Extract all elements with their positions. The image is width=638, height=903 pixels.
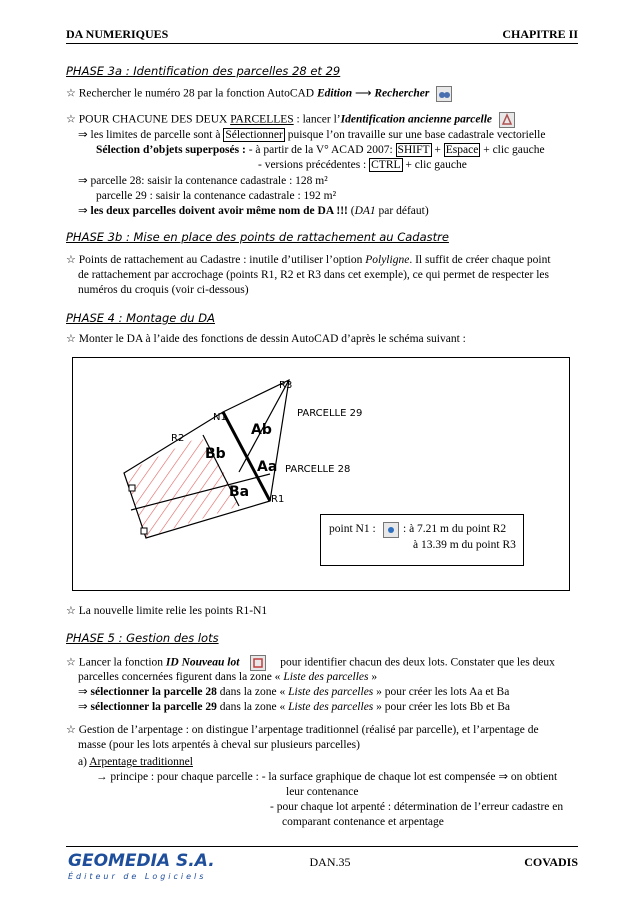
phase3a-line8 xyxy=(78,204,429,219)
text: a) xyxy=(78,756,90,768)
text: Rechercher xyxy=(374,87,430,100)
arrow-right-icon: ⟶ xyxy=(355,87,372,100)
point-icon xyxy=(383,522,399,538)
text: dans la zone « xyxy=(216,701,289,713)
phase3b-line1 xyxy=(66,253,551,268)
text: Gestion de l’arpentage : on distingue l’arpentage traditionnel (réalisé par parcelle), et l’arpentage de xyxy=(78,724,539,736)
note-line1: : à 7.21 m du point R2 xyxy=(403,523,507,535)
phase5-line10: - pour chaque lot arpenté : détermination de l’erreur cadastre en xyxy=(270,801,564,813)
text: parcelles concernées figurent dans la zone « xyxy=(78,671,284,683)
text: » pour créer les lots Aa et Ba xyxy=(373,686,510,698)
text: Identification ancienne parcelle xyxy=(340,113,493,126)
phase4-title: PHASE 4 : Montage du DA xyxy=(66,311,215,325)
implies-icon: ⇒ xyxy=(78,686,88,698)
text: les limites de parcelle sont à xyxy=(90,129,224,141)
text: » pour créer les lots Bb et Ba xyxy=(373,701,510,713)
implies-icon: ⇒ xyxy=(498,771,508,783)
text: ID Nouveau lot xyxy=(165,656,240,669)
text: Liste des parcelles xyxy=(288,686,374,698)
text: pour identifier chacun des deux lots. Constater que les deux xyxy=(280,656,555,669)
phase3a-line6 xyxy=(78,174,328,189)
page-number: DAN.35 xyxy=(309,855,351,869)
phase5-line7 xyxy=(78,755,193,770)
phase3b-line3: numéros du croquis (voir ci-dessous) xyxy=(78,284,249,296)
text: » xyxy=(368,671,378,683)
label-bb: Bb xyxy=(205,446,226,462)
text: Sélection d’objets superposés : xyxy=(96,144,246,156)
text: on obtient xyxy=(507,771,558,783)
logo-subtitle: Éditeur de Logiciels xyxy=(68,872,207,881)
text: les deux parcelles doivent avoir même nom de DA !!! xyxy=(90,205,348,217)
star-icon: ☆ xyxy=(66,254,76,266)
text: parcelle 28: saisir la contenance cadastrale : 128 m² xyxy=(90,175,328,187)
star-icon: ☆ xyxy=(66,656,76,669)
phase3a-line7: parcelle 29 : saisir la contenance cadastrale : 192 m² xyxy=(96,190,337,202)
text: Rechercher le numéro 28 par la fonction AutoCAD xyxy=(78,87,317,100)
phase3a-line5 xyxy=(258,158,467,173)
implies-icon: ⇒ xyxy=(78,129,88,141)
phase3a-title: PHASE 3a : Identification des parcelles 28 et 29 xyxy=(66,64,341,78)
text: : lancer l’ xyxy=(293,113,341,126)
text: puisque l’on travaille sur une base cadastrale vectorielle xyxy=(284,129,546,141)
phase3a-line1 xyxy=(66,86,452,102)
star-icon: ☆ xyxy=(66,333,76,345)
phase3b-title: PHASE 3b : Mise en place des points de rattachement au Cadastre xyxy=(66,230,449,244)
star-icon: ☆ xyxy=(66,605,76,617)
footer-divider xyxy=(66,846,578,847)
ctrl-key: CTRL xyxy=(371,159,401,171)
da-diagram xyxy=(72,357,570,591)
text: dans la zone « xyxy=(216,686,289,698)
phase3b-line2: de rattachement par accrochage (points R1, R2 et R3 dans cet exemple), ce qui permet de respecter les xyxy=(78,269,549,281)
text: sélectionner la parcelle 29 xyxy=(90,701,217,713)
footer-right: COVADIS xyxy=(524,855,578,869)
star-icon: ☆ xyxy=(66,87,76,100)
text: sélectionner la parcelle 28 xyxy=(90,686,217,698)
text: Monter le DA à l’aide des fonctions de dessin AutoCAD d’après le schéma suivant : xyxy=(78,333,466,345)
text: Lancer la fonction xyxy=(78,656,166,669)
phase5-line4 xyxy=(78,700,510,715)
text: Polyligne xyxy=(365,254,410,266)
text: ( xyxy=(347,205,355,217)
phase5-title: PHASE 5 : Gestion des lots xyxy=(66,631,219,645)
parcel-id-icon xyxy=(499,112,515,128)
text: + xyxy=(431,144,444,156)
text: + clic gauche xyxy=(480,144,545,156)
text: Liste des parcelles xyxy=(288,701,374,713)
phase3a-line2 xyxy=(66,112,515,128)
text: DA1 xyxy=(354,205,376,217)
label-parcelle-28: PARCELLE 28 xyxy=(285,464,351,475)
text: PARCELLES xyxy=(230,113,294,126)
phase5-line5 xyxy=(66,723,539,738)
text: POUR CHACUNE DES DEUX xyxy=(78,113,231,126)
phase5-line1 xyxy=(66,655,555,671)
phase5-line6: masse (pour les lots arpentés à cheval sur plusieurs parcelles) xyxy=(78,739,360,751)
phase5-line8 xyxy=(96,770,557,785)
implies-icon: ⇒ xyxy=(78,205,88,217)
label-r3: R3 xyxy=(279,380,293,391)
text: La nouvelle limite relie les points R1-N1 xyxy=(78,605,268,617)
star-icon: ☆ xyxy=(66,724,76,736)
label-parcelle-29: PARCELLE 29 xyxy=(297,408,363,419)
label-n1: N1 xyxy=(213,412,227,423)
label-ab: Ab xyxy=(251,422,272,438)
implies-icon: ⇒ xyxy=(78,175,88,187)
text: Liste des parcelles xyxy=(283,671,369,683)
phase3a-line3 xyxy=(78,128,545,143)
header-left: DA NUMERIQUES xyxy=(66,27,169,41)
star-icon: ☆ xyxy=(66,113,76,126)
geomedia-logo: GEOMEDIA S.A. xyxy=(68,851,215,871)
space-key: Espace xyxy=(445,144,479,156)
text: principe : pour chaque parcelle : - la surface graphique de chaque lot est compensée xyxy=(110,771,499,783)
label-ba: Ba xyxy=(229,484,250,500)
text: par défaut) xyxy=(375,205,429,217)
label-aa: Aa xyxy=(257,459,278,475)
phase5-line11: comparant contenance et arpentage xyxy=(282,816,444,828)
header-right: CHAPITRE II xyxy=(502,27,578,41)
text: - versions précédentes : xyxy=(258,159,370,171)
phase5-line3 xyxy=(78,685,509,700)
note-label: point N1 : xyxy=(329,523,376,535)
text: . Il suffit de créer chaque point xyxy=(409,254,551,266)
text: + clic gauche xyxy=(402,159,467,171)
n1-note-box xyxy=(320,514,524,566)
phase5-line2 xyxy=(78,670,377,685)
implies-icon: ⇒ xyxy=(78,701,88,713)
text: Points de rattachement au Cadastre : inutile d’utiliser l’option xyxy=(78,254,366,266)
shift-key: SHIFT xyxy=(397,144,430,156)
arrow-right-icon: → xyxy=(96,771,108,783)
label-r1: R1 xyxy=(271,494,285,505)
text: Edition xyxy=(316,87,353,100)
new-lot-icon xyxy=(250,655,266,671)
select-keyword: Sélectionner xyxy=(225,129,283,141)
binoculars-icon xyxy=(436,86,452,102)
label-r2: R2 xyxy=(171,433,185,444)
page-header xyxy=(66,27,578,44)
phase5-line9: leur contenance xyxy=(286,786,359,798)
phase4-line1 xyxy=(66,332,466,347)
phase3a-line4 xyxy=(96,143,545,158)
text: Arpentage traditionnel xyxy=(89,756,193,768)
text: - à partir de la V° ACAD 2007: xyxy=(245,144,396,156)
note-line2: à 13.39 m du point R3 xyxy=(413,539,516,551)
phase4-after xyxy=(66,604,267,619)
